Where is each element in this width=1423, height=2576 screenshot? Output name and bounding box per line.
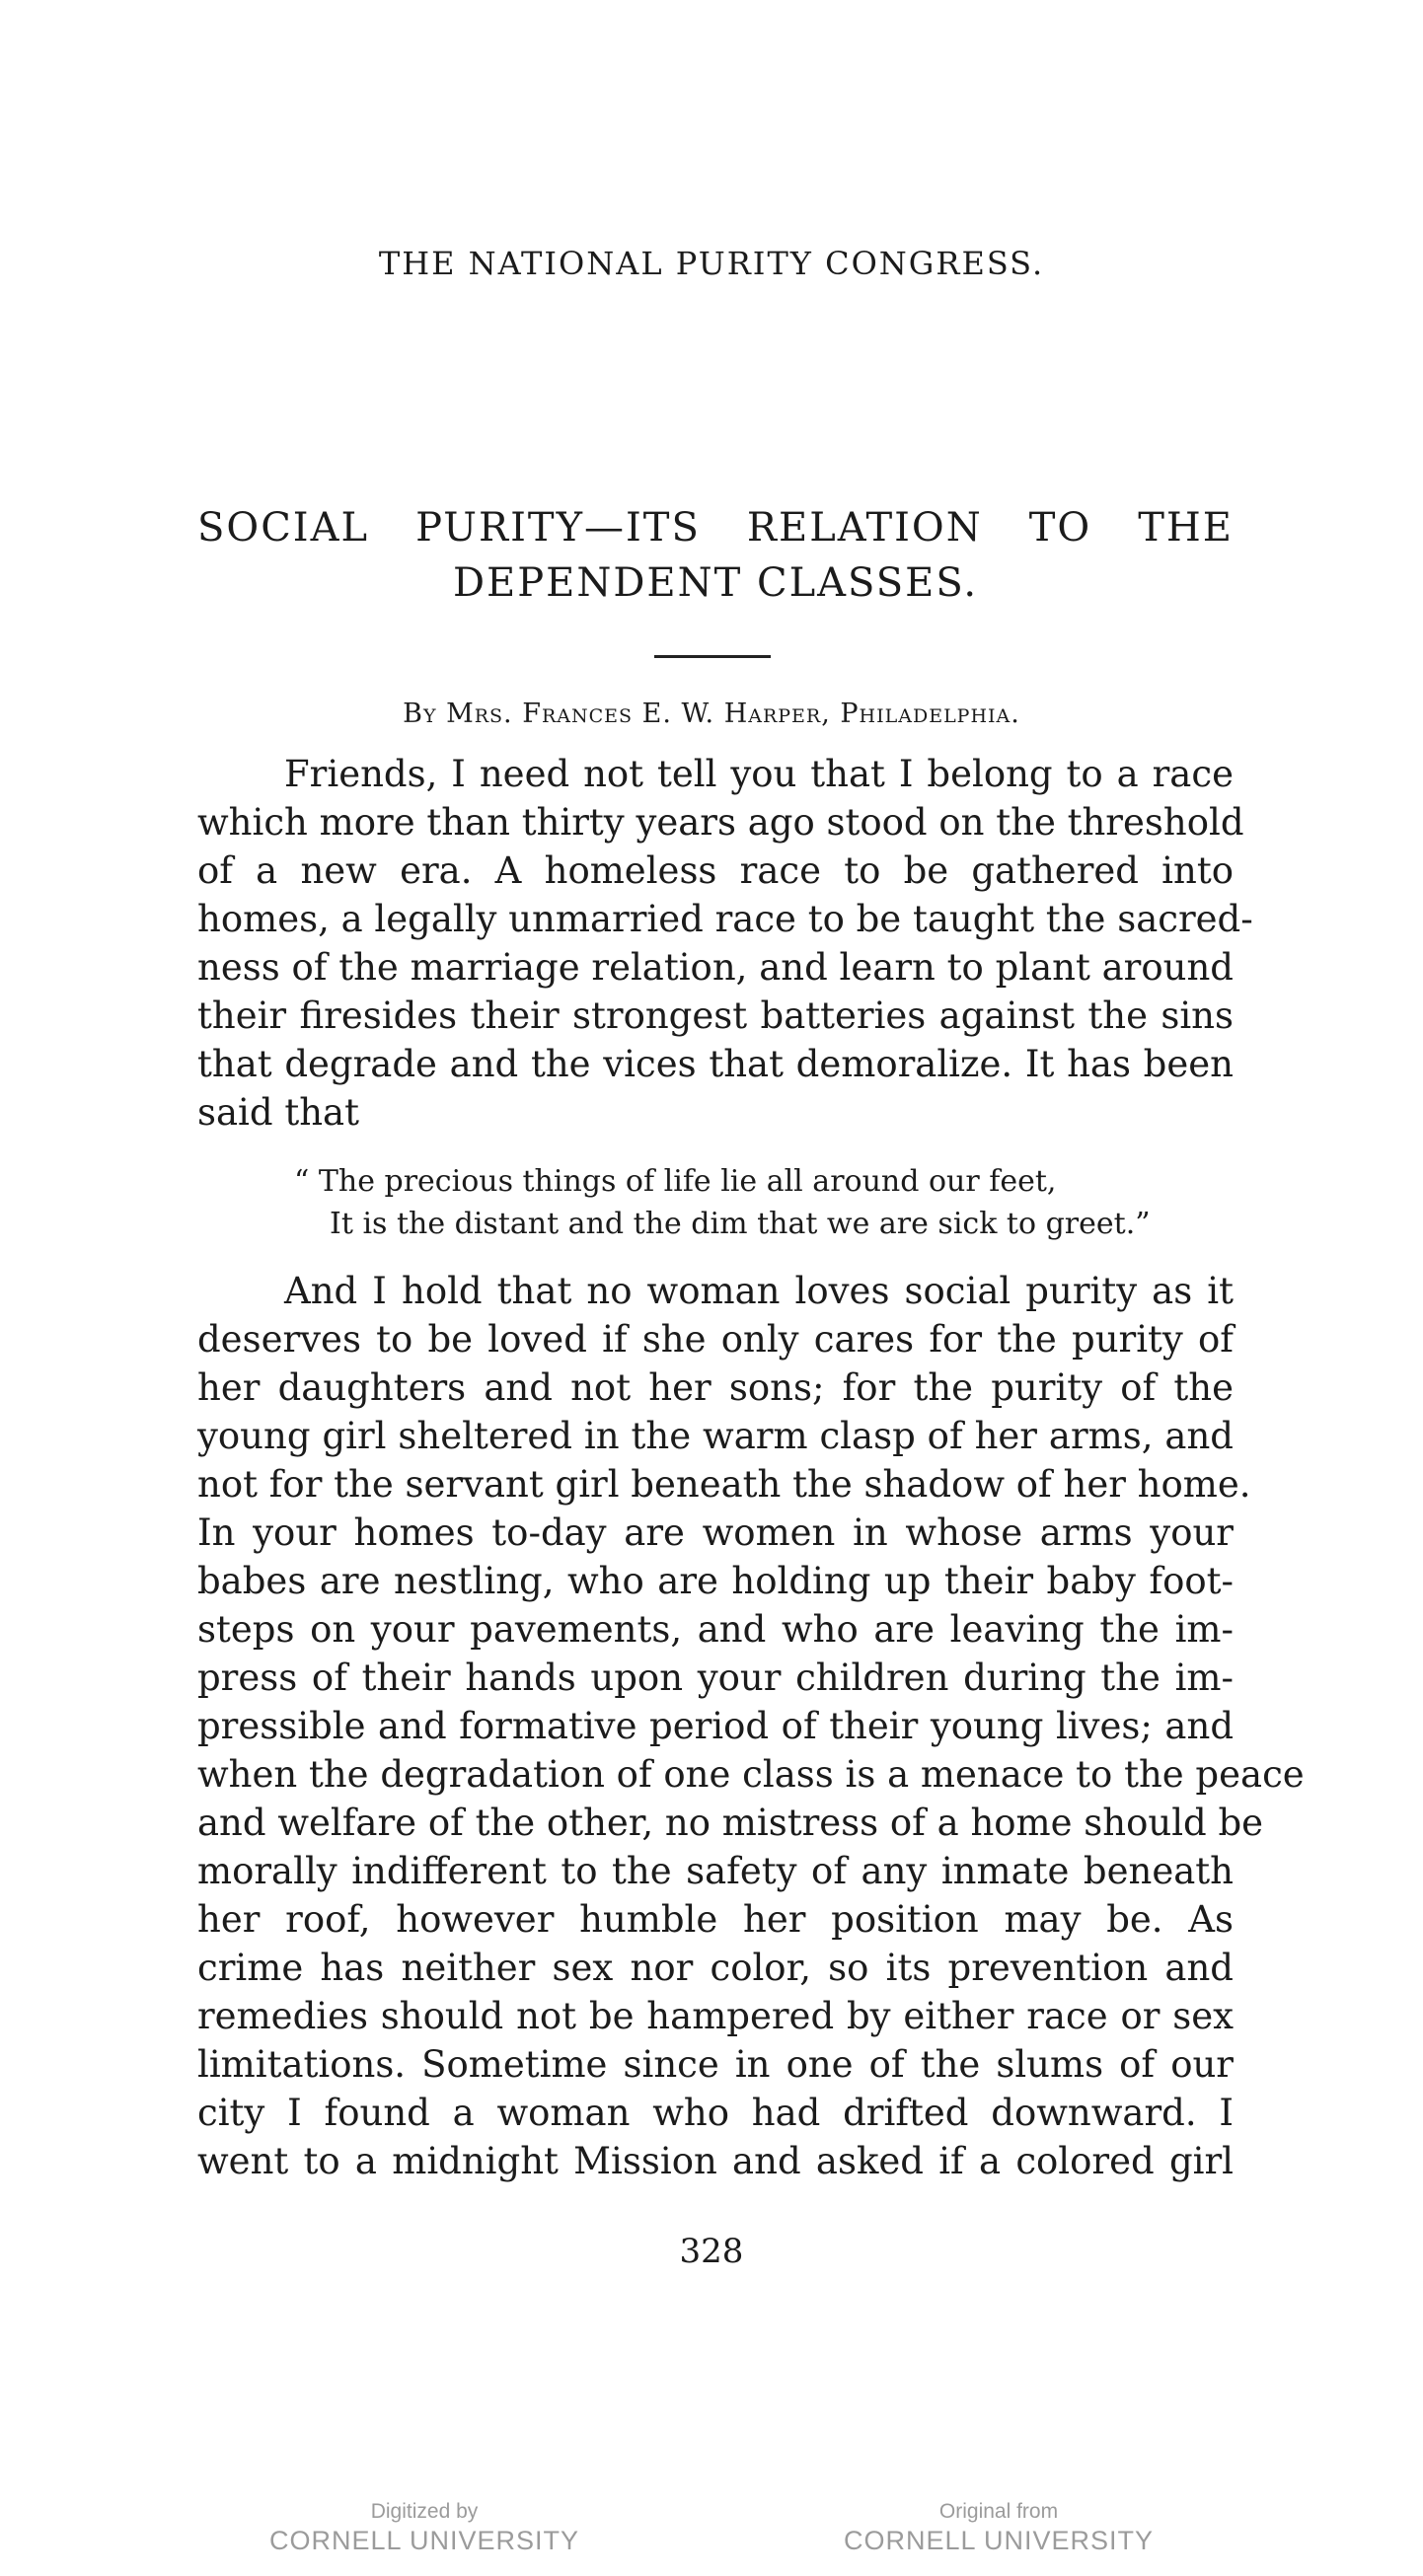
text-line: crime has neither sex nor color, so its prevention and xyxy=(197,1947,1234,1989)
text-line: said that xyxy=(197,1091,359,1134)
footer-institution: CORNELL UNIVERSITY xyxy=(268,2526,580,2555)
article-title-line-2: DEPENDENT CLASSES. xyxy=(452,560,979,606)
text-line: morally indifferent to the safety of any inmate beneath xyxy=(197,1850,1234,1892)
poem-line: “ The precious things of life lie all around our feet, xyxy=(294,1164,1057,1199)
paragraph-1 xyxy=(197,750,1253,1137)
title-word: THE xyxy=(1138,505,1234,551)
text-line: press of their hands upon your children during the im- xyxy=(197,1656,1234,1699)
text-line: limitations. Sometime since in one of the slums of our xyxy=(197,2043,1234,2086)
text-line: pressible and formative period of their young lives; and xyxy=(197,1705,1234,1747)
text-line: her daughters and not her sons; for the purity of the xyxy=(197,1366,1234,1409)
footer-caption: Digitized by xyxy=(370,2500,479,2523)
text-line: and welfare of the other, no mistress of a home should be xyxy=(197,1802,1264,1844)
text-line: city I found a woman who had drifted downward. I xyxy=(197,2092,1234,2134)
title-word: RELATION xyxy=(746,505,983,551)
article-title-line-1 xyxy=(197,505,1234,551)
text-line: that degrade and the vices that demoralize. It has been xyxy=(197,1043,1234,1085)
text-line: And I hold that no woman loves social purity as it xyxy=(284,1270,1234,1312)
poem-line: It is the distant and the dim that we are sick to greet.” xyxy=(330,1207,1151,1241)
page-number: 328 xyxy=(679,2232,744,2271)
title-word: TO xyxy=(1028,505,1092,551)
poem-quote xyxy=(294,1160,1151,1245)
running-head: THE NATIONAL PURITY CONGRESS. xyxy=(378,245,1045,282)
footer-institution: CORNELL UNIVERSITY xyxy=(843,2526,1155,2555)
text-line: homes, a legally unmarried race to be taught the sacred- xyxy=(197,898,1253,940)
text-line: young girl sheltered in the warm clasp of her arms, and xyxy=(197,1415,1234,1457)
text-line: Friends, I need not tell you that I belong to a race xyxy=(284,753,1234,795)
text-line: of a new era. A homeless race to be gathered into xyxy=(197,849,1234,892)
text-line: ness of the marriage relation, and learn to plant around xyxy=(197,946,1234,989)
text-line: which more than thirty years ago stood on the threshold xyxy=(197,801,1244,844)
footer-digitized-by xyxy=(237,2498,612,2557)
paragraph-2 xyxy=(197,1267,1305,2185)
text-line: deserves to be loved if she only cares for the purity of xyxy=(197,1318,1234,1361)
text-line: when the degradation of one class is a menace to the peace xyxy=(197,1753,1305,1796)
footer-caption: Original from xyxy=(938,2500,1059,2523)
title-rule xyxy=(654,655,771,658)
text-line: remedies should not be hampered by either race or sex xyxy=(197,1995,1234,2037)
title-word: PURITY—ITS xyxy=(415,505,701,551)
text-line: babes are nestling, who are holding up their baby foot- xyxy=(197,1560,1234,1602)
text-line: not for the servant girl beneath the shadow of her home. xyxy=(197,1463,1251,1506)
footer-original-from xyxy=(811,2498,1186,2557)
text-line: went to a midnight Mission and asked if a colored girl xyxy=(197,2140,1234,2182)
author-byline: By Mrs. Frances E. W. Harper, Philadelphia. xyxy=(403,699,1020,729)
text-line: steps on your pavements, and who are leaving the im- xyxy=(197,1608,1234,1651)
text-line: their firesides their strongest batteries against the sins xyxy=(197,994,1234,1037)
text-line: In your homes to-day are women in whose arms your xyxy=(197,1511,1234,1554)
text-line: her roof, however humble her position may be. As xyxy=(197,1898,1234,1941)
title-word: SOCIAL xyxy=(197,505,370,551)
